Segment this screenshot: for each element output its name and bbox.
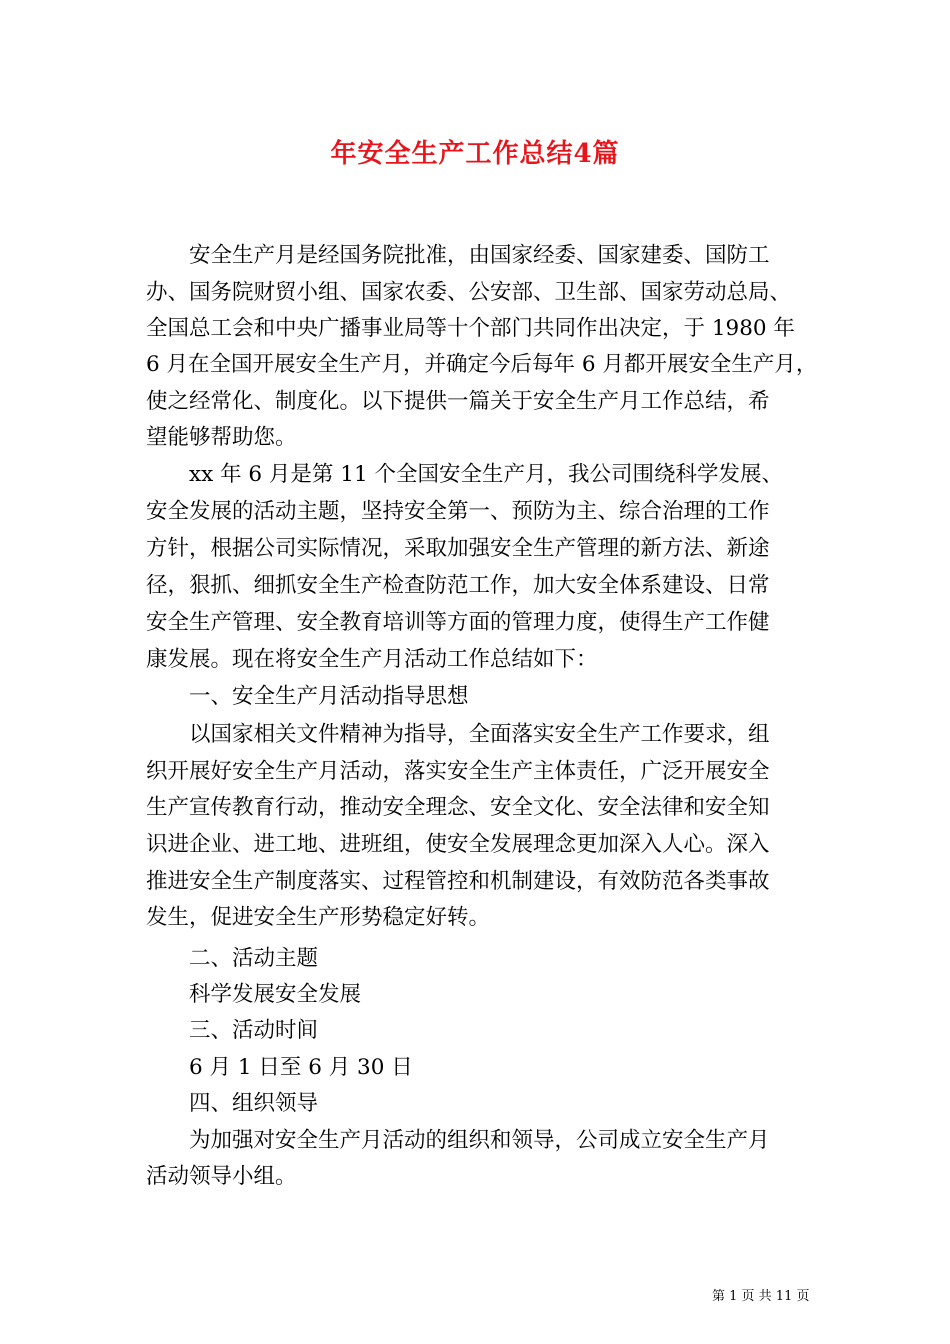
body-line: 推进安全生产制度落实、过程管控和机制建设，有效防范各类事故 <box>146 869 770 894</box>
body-line: 以国家相关文件精神为指导，全面落实安全生产工作要求，组 <box>146 722 770 747</box>
body-line: 径，狠抓、细抓安全生产检查防范工作，加大安全体系建设、日常 <box>146 573 770 598</box>
body-line: 科学发展安全发展 <box>146 982 362 1007</box>
section-heading: 二、活动主题 <box>146 946 319 971</box>
body-line: 安全生产月是经国务院批准，由国家经委、国家建委、国防工 <box>146 243 770 268</box>
body-line: xx 年 6 月是第 11 个全国安全生产月，我公司围绕科学发展、 <box>146 462 783 487</box>
body-line: 办、国务院财贸小组、国家农委、公安部、卫生部、国家劳动总局、 <box>146 280 792 305</box>
body-line: 使之经常化、制度化。以下提供一篇关于安全生产月工作总结，希 <box>146 389 770 414</box>
body-line: 望能够帮助您。 <box>146 425 297 450</box>
body-line: 6 月 1 日至 6 月 30 日 <box>146 1055 413 1080</box>
body-line: 织开展好安全生产月活动，落实安全生产主体责任，广泛开展安全 <box>146 759 770 784</box>
body-line: 安全生产管理、安全教育培训等方面的管理力度，使得生产工作健 <box>146 610 770 635</box>
body-line: 活动领导小组。 <box>146 1164 297 1189</box>
section-heading: 四、组织领导 <box>146 1091 319 1116</box>
section-heading: 一、安全生产月活动指导思想 <box>146 684 469 709</box>
body-line: 生产宣传教育行动，推动安全理念、安全文化、安全法律和安全知 <box>146 795 770 820</box>
document-title: 年安全生产工作总结4篇 <box>330 139 620 169</box>
body-line: 识进企业、进工地、进班组，使安全发展理念更加深入人心。深入 <box>146 832 770 857</box>
section-heading: 三、活动时间 <box>146 1018 319 1043</box>
body-line: 安全发展的活动主题，坚持安全第一、预防为主、综合治理的工作 <box>146 499 770 524</box>
body-line: 康发展。现在将安全生产月活动工作总结如下： <box>146 647 598 672</box>
body-line: 全国总工会和中央广播事业局等十个部门共同作出决定，于 1980 年 <box>146 316 795 341</box>
page-number: 第 1 页 共 11 页 <box>712 1289 810 1304</box>
body-line: 为加强对安全生产月活动的组织和领导，公司成立安全生产月 <box>146 1128 770 1153</box>
body-line: 6 月在全国开展安全生产月，并确定今后每年 6 月都开展安全生产月， <box>146 352 818 377</box>
body-line: 方针，根据公司实际情况，采取加强安全生产管理的新方法、新途 <box>146 536 770 561</box>
body-line: 发生，促进安全生产形势稳定好转。 <box>146 905 491 930</box>
